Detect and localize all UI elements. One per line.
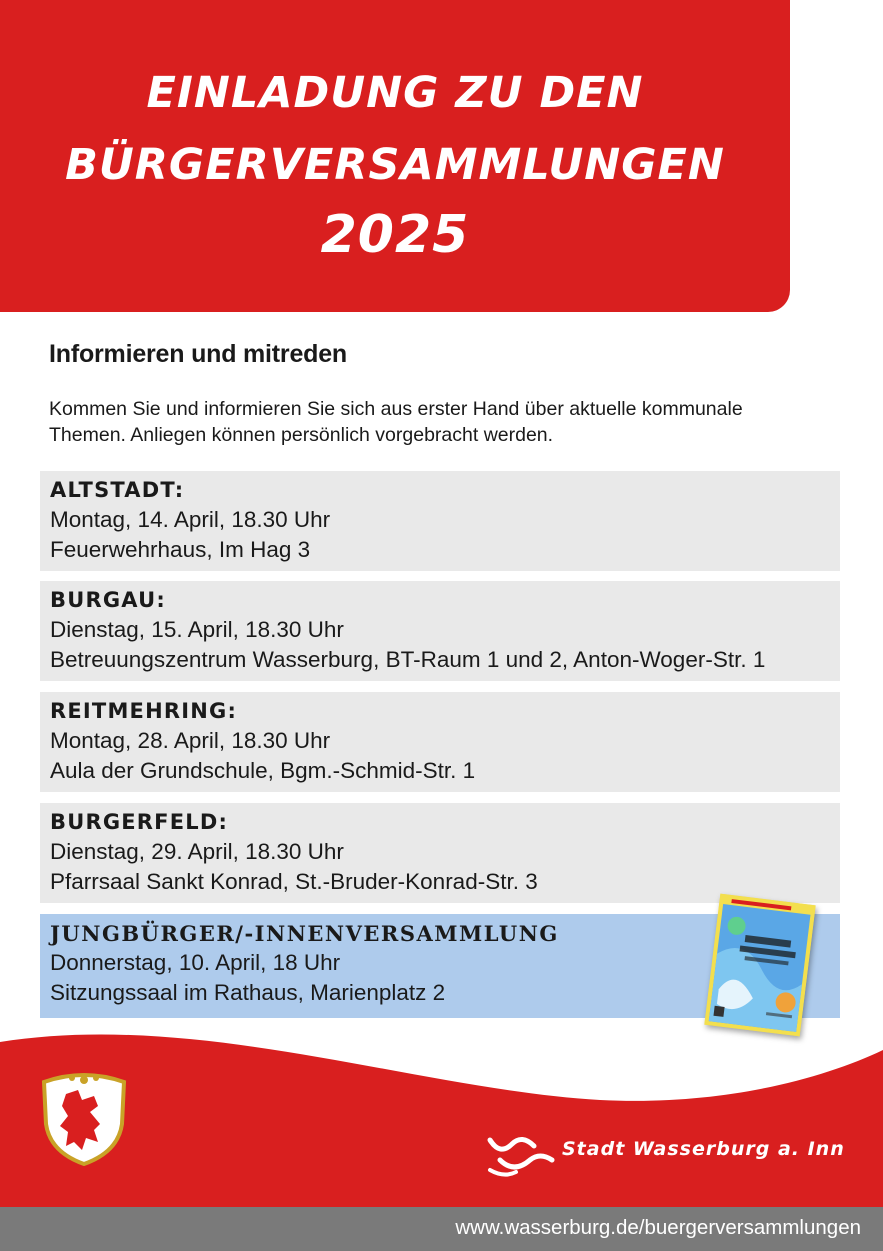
subtitle: Informieren und mitreden (49, 340, 348, 368)
wasserburg-logo (486, 1130, 861, 1178)
meeting-box-altstadt (40, 471, 840, 571)
meeting-place: Feuerwehrhaus, Im Hag 3 (50, 537, 311, 562)
website-url[interactable]: www.wasserburg.de/buergerversammlungen (455, 1216, 861, 1239)
city-name-logo-text: Stadt Wasserburg a. Inn (562, 1138, 845, 1160)
meeting-title: BURGAU: (50, 588, 166, 612)
footer-url-bar (0, 1207, 883, 1251)
meeting-date: Dienstag, 15. April, 18.30 Uhr (50, 617, 344, 642)
meeting-box-burgau (40, 581, 840, 681)
meeting-box-reitmehring (40, 692, 840, 792)
intro-text (49, 396, 849, 448)
meeting-place: Betreuungszentrum Wasserburg, BT-Raum 1 und 2, Anton-Woger-Str. 1 (50, 647, 766, 672)
meeting-place: Pfarrsaal Sankt Konrad, St.-Bruder-Konrad-Str. 3 (50, 869, 538, 894)
youth-poster-thumbnail (704, 894, 815, 1037)
footer-wave (0, 1020, 883, 1210)
meeting-date: Donnerstag, 10. April, 18 Uhr (50, 950, 341, 975)
header-banner (0, 0, 790, 312)
meeting-title: REITMEHRING: (50, 699, 238, 723)
meeting-date: Montag, 14. April, 18.30 Uhr (50, 507, 331, 532)
meeting-box-burgerfeld (40, 803, 840, 903)
meeting-place: Sitzungssaal im Rathaus, Marienplatz 2 (50, 980, 446, 1005)
meeting-place: Aula der Grundschule, Bgm.-Schmid-Str. 1 (50, 758, 476, 783)
meeting-title: JUNGBÜRGER/-INNENVERSAMMLUNG (50, 921, 559, 946)
intro-line-1: Kommen Sie und informieren Sie sich aus erster Hand über aktuelle kommunale (49, 398, 743, 420)
meeting-date: Montag, 28. April, 18.30 Uhr (50, 728, 331, 753)
meeting-title: BURGERFELD: (50, 810, 229, 834)
title-line-1: EINLADUNG ZU DEN (146, 68, 644, 118)
coat-of-arms-icon (38, 1072, 130, 1166)
intro-line-2: Themen. Anliegen können persönlich vorgebracht werden. (49, 424, 554, 446)
meeting-title: ALTSTADT: (50, 478, 185, 502)
meeting-date: Dienstag, 29. April, 18.30 Uhr (50, 839, 344, 864)
title-line-2: BÜRGERVERSAMMLUNGEN (65, 140, 725, 190)
title-year: 2025 (320, 205, 470, 265)
wasserburg-logo-icon (486, 1130, 556, 1178)
